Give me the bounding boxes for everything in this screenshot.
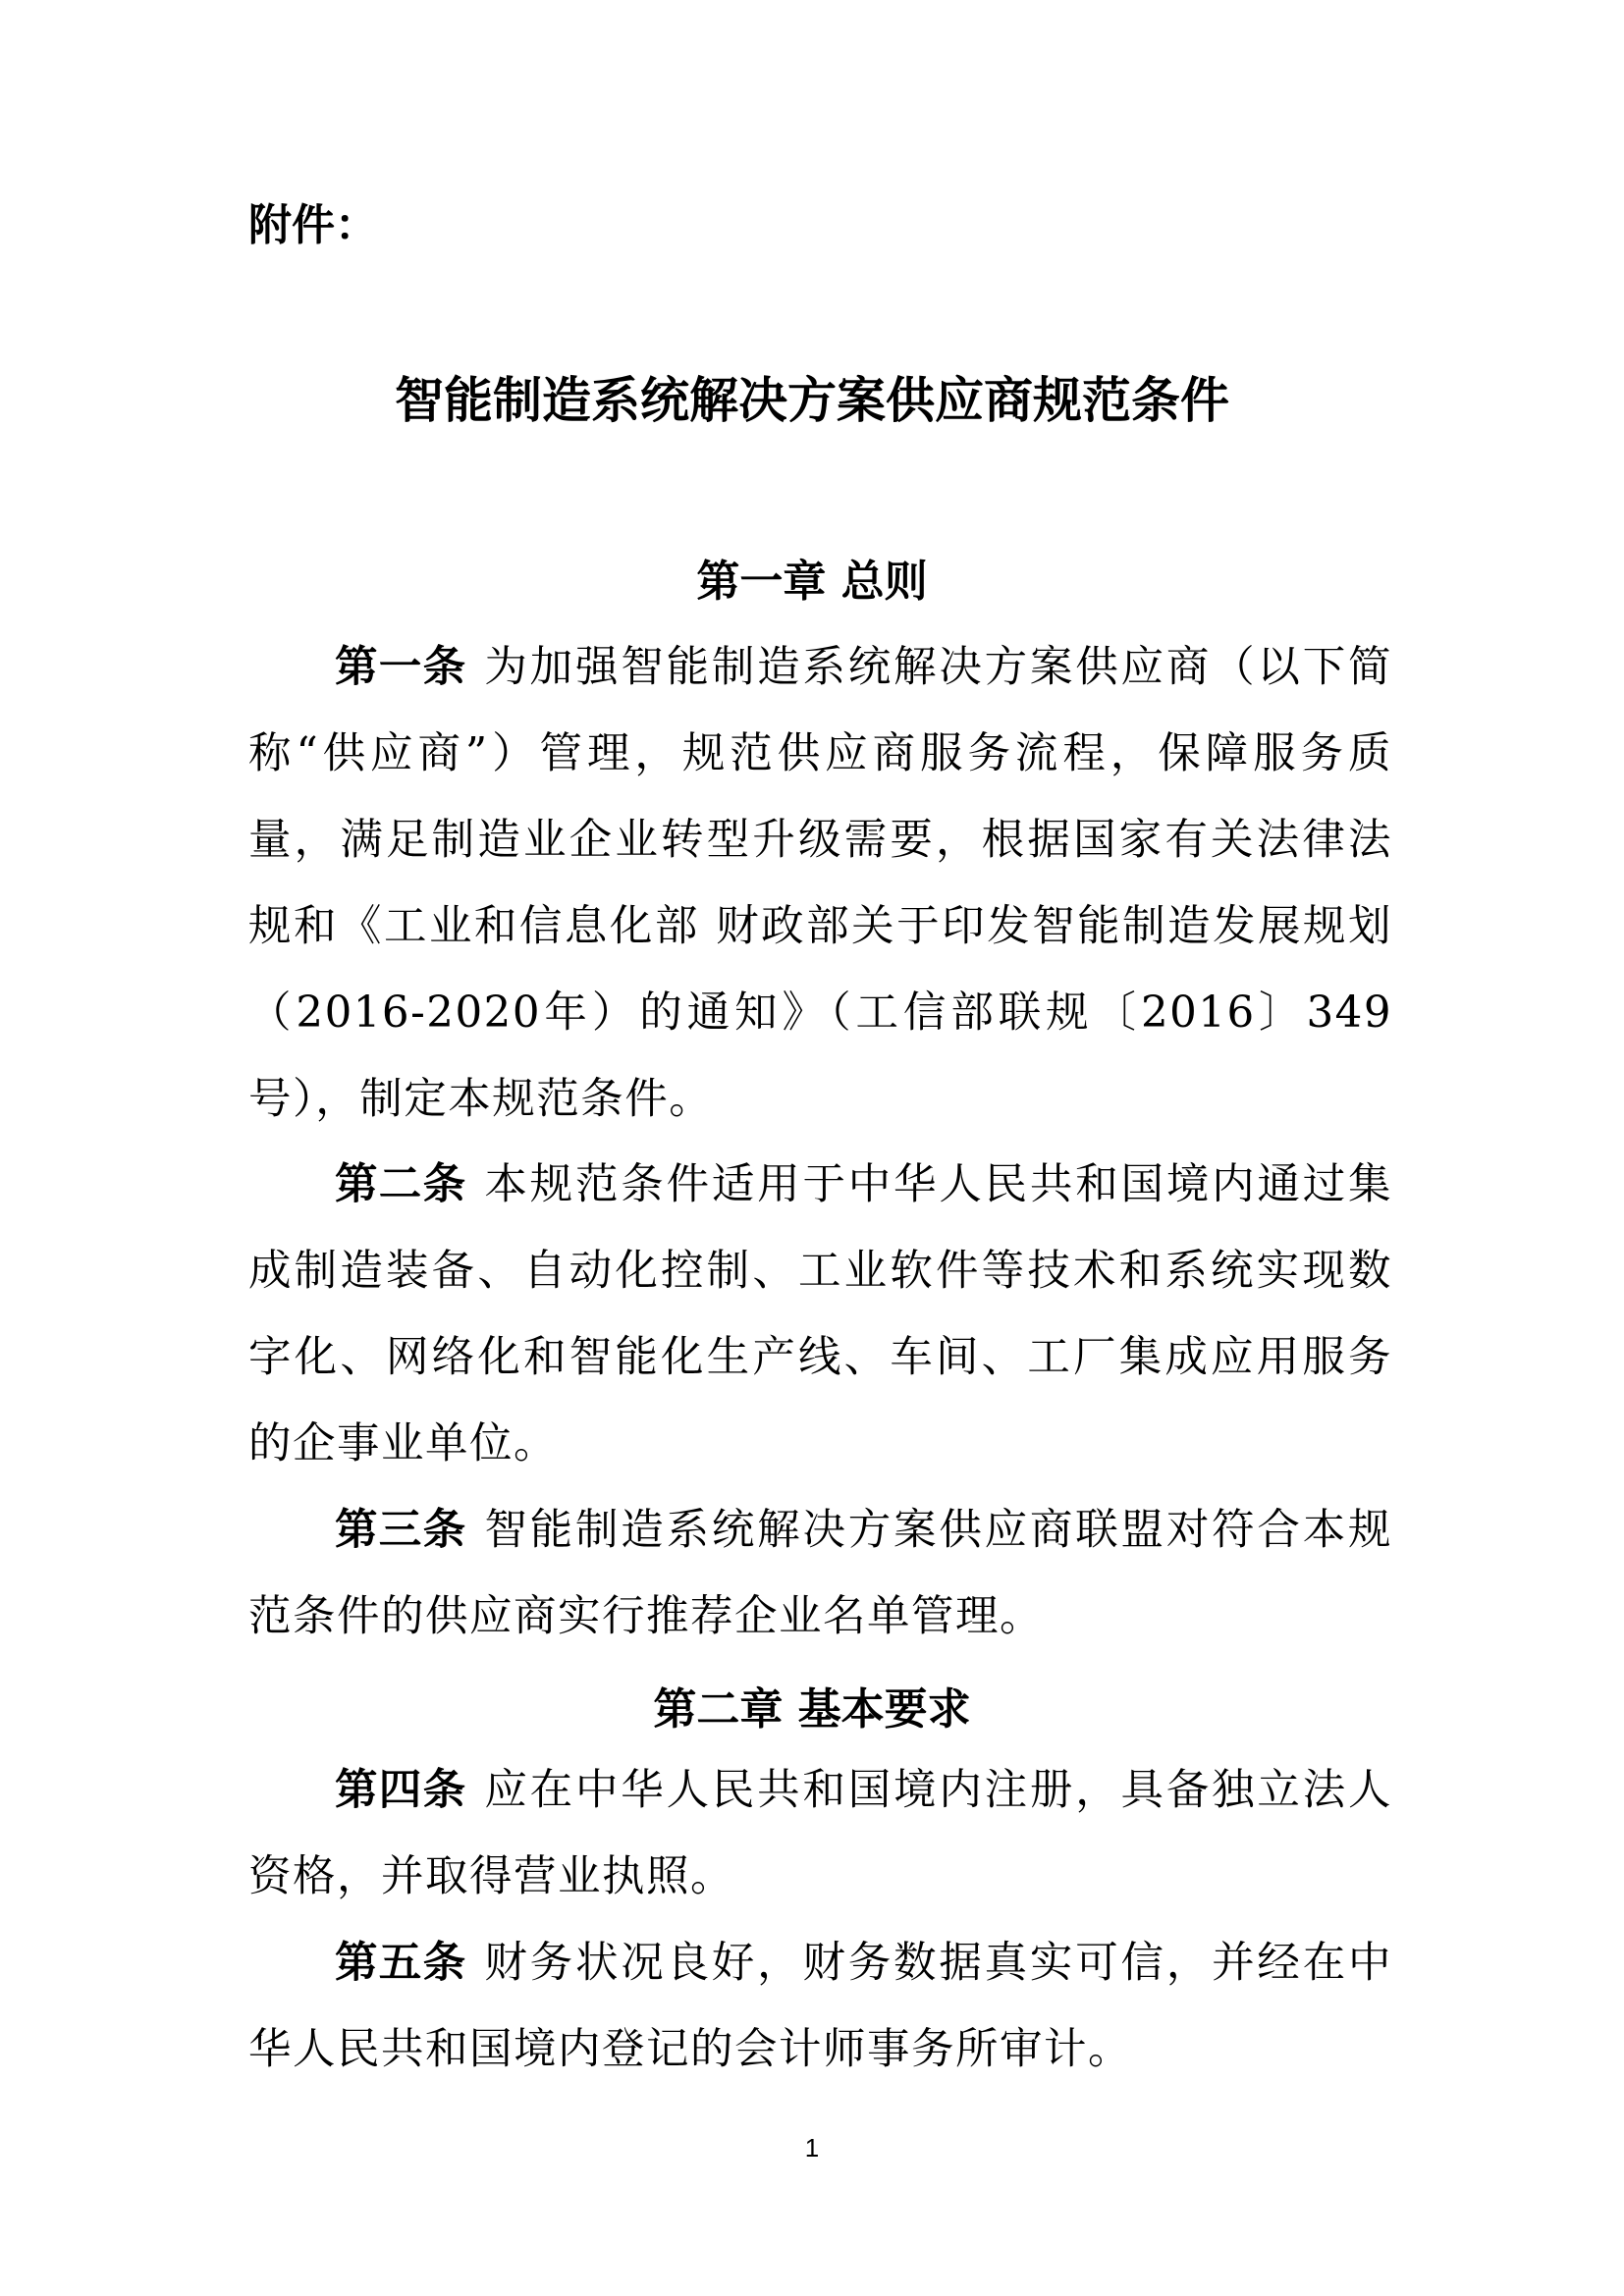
article-paragraph xyxy=(248,1487,1392,1660)
chapter-heading: 第一章 总则 xyxy=(696,557,928,607)
article-paragraph xyxy=(248,1747,1392,1920)
article-label: 第二条 xyxy=(335,1160,467,1209)
article-paragraph xyxy=(248,1142,1392,1487)
chapter-heading: 第二章 基本要求 xyxy=(653,1684,971,1735)
article-text: 本规范条件适用于中华人民共和国境内通过集成制造装备、自动化控制、工业软件等技术和系统实现数字化、网络化和智能化生产线、车间、工厂集成应用服务的企事业单位。 xyxy=(248,1160,1393,1468)
document-title: 智能制造系统解决方案供应商规范条件 xyxy=(395,372,1229,429)
article-label: 第一条 xyxy=(335,643,467,692)
article-label: 第五条 xyxy=(335,1939,467,1988)
article-text: 智能制造系统解决方案供应商联盟对符合本规范条件的供应商实行推荐企业名单管理。 xyxy=(248,1506,1393,1641)
article-text: 应在中华人民共和国境内注册，具备独立法人资格，并取得营业执照。 xyxy=(248,1766,1393,1901)
attachment-label: 附件： xyxy=(248,200,378,250)
article-text: 为加强智能制造系统解决方案供应商（以下简称“供应商”）管理，规范供应商服务流程，保障服务质量，满足制造业企业转型升级需要，根据国家有关法律法规和《工业和信息化部 财政部关于印发智能制造发展规划（2016-2020年）的通知》（工信部联规〔2016〕349号），制定本规范条件。 xyxy=(248,643,1393,1124)
page-number: 1 xyxy=(804,2133,820,2163)
article-label: 第四条 xyxy=(335,1766,467,1815)
article-label: 第三条 xyxy=(335,1506,467,1555)
article-text: 财务状况良好，财务数据真实可信，并经在中华人民共和国境内登记的会计师事务所审计。 xyxy=(248,1939,1393,2074)
article-paragraph xyxy=(248,1920,1392,2093)
article-paragraph xyxy=(248,624,1392,1143)
